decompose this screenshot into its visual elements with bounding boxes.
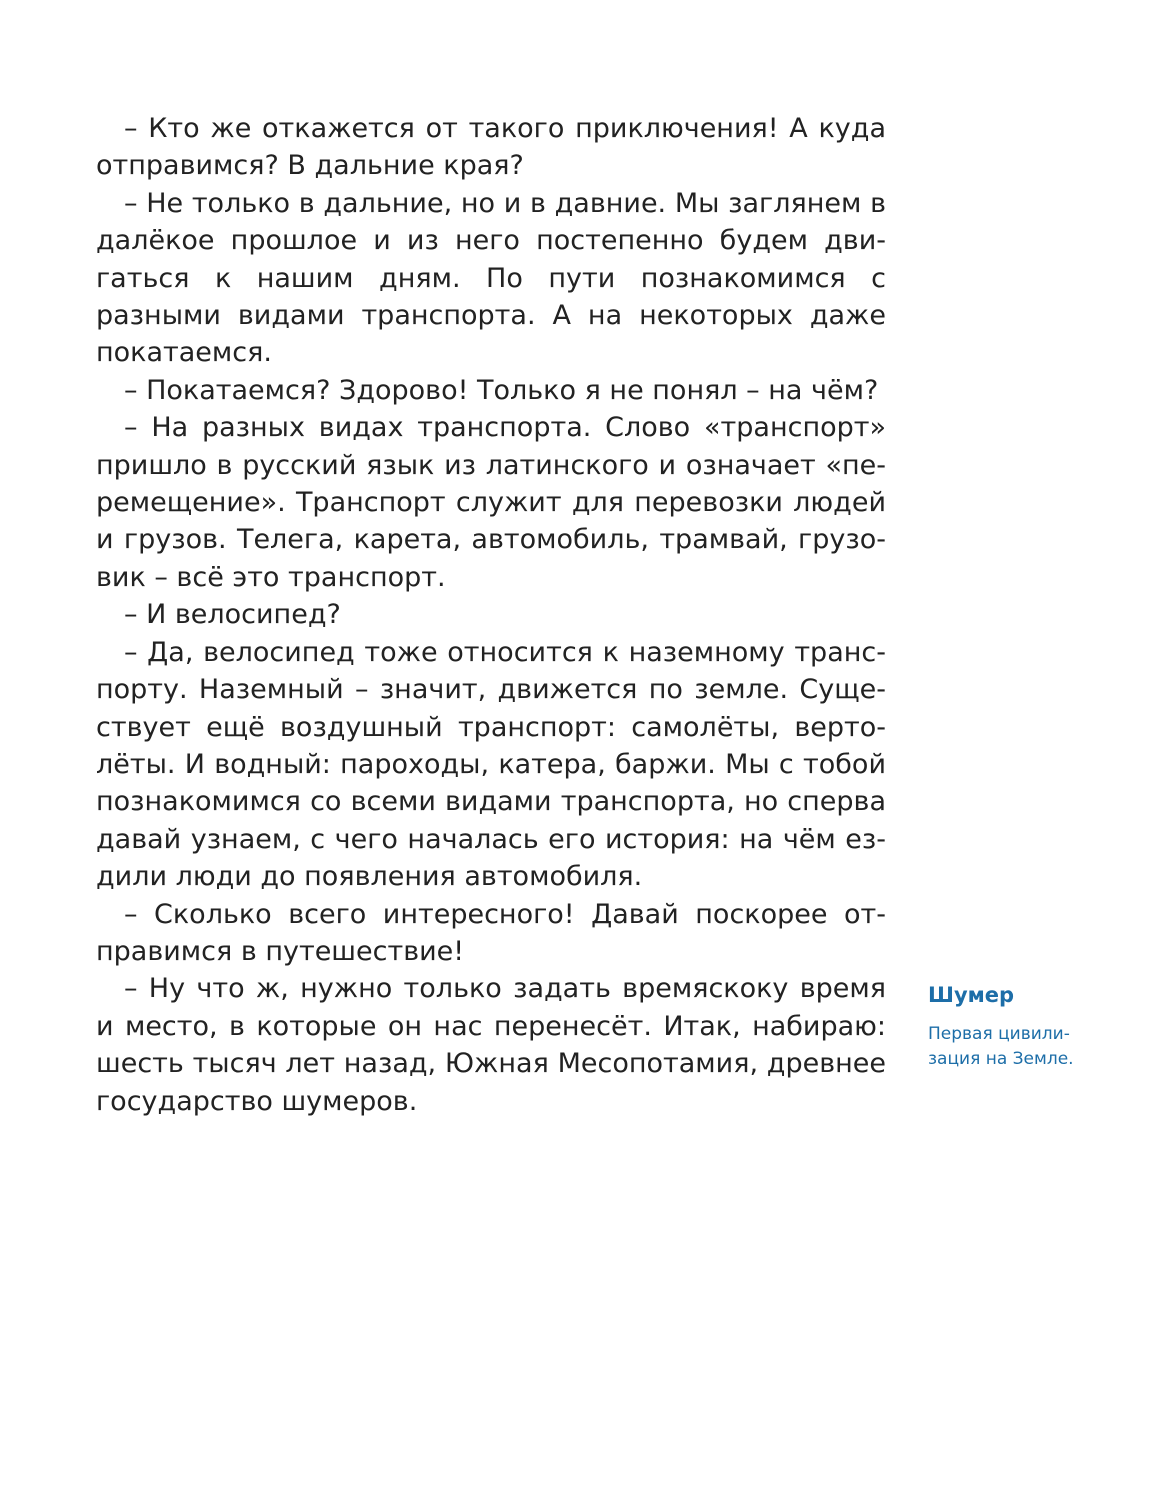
paragraph-7: – Сколько всего интересного! Давай поскорее отправимся в путешествие! [96, 898, 886, 967]
main-text [96, 110, 886, 1120]
paragraph-1: – Кто же откажется от такого приключения! А куда отправимся? В дальние края? [96, 113, 886, 182]
paragraph-8: – Ну что ж, нужно только задать времяскоку время и место, в которые он нас перенесёт. Итак, набираю: шесть тысяч лет назад, Южная Месопотамия, древнее государство шумеров. [96, 973, 886, 1117]
paragraph-6: – Да, велосипед тоже относится к наземному транспорту. Наземный – значит, движется по земле. Существует ещё воздушный транспорт: самолёты, вертолёты. И водный: пароходы, катера, баржи. Мы с тобой познакомимся со всеми видами транспорта, но сперва давай узнаем, с чего началась его история: на чём ездили люди до появления автомобиля. [96, 636, 886, 893]
paragraph-2: – Не только в дальние, но и в давние. Мы заглянем в далёкое прошлое и из него постепенно будем двигаться к нашим дням. По пути познакомимся с разными видами транспорта. А на некоторых даже покатаемся. [96, 187, 886, 369]
paragraph-3: – Покатаемся? Здорово! Только я не понял – на чём? [124, 374, 879, 406]
glossary-definition: Первая цивилизация на Земле. [928, 1024, 1074, 1069]
paragraph-5: – И велосипед? [124, 599, 341, 631]
glossary-term: Шумер [928, 983, 1015, 1007]
glossary-note [928, 980, 1108, 1072]
paragraph-4: – На разных видах транспорта. Слово «транспорт» пришло в русский язык из латинского и означает «перемещение». Транспорт служит для перевозки людей и грузов. Телега, карета, автомобиль, трамвай, грузовик – всё это транспорт. [96, 412, 886, 593]
